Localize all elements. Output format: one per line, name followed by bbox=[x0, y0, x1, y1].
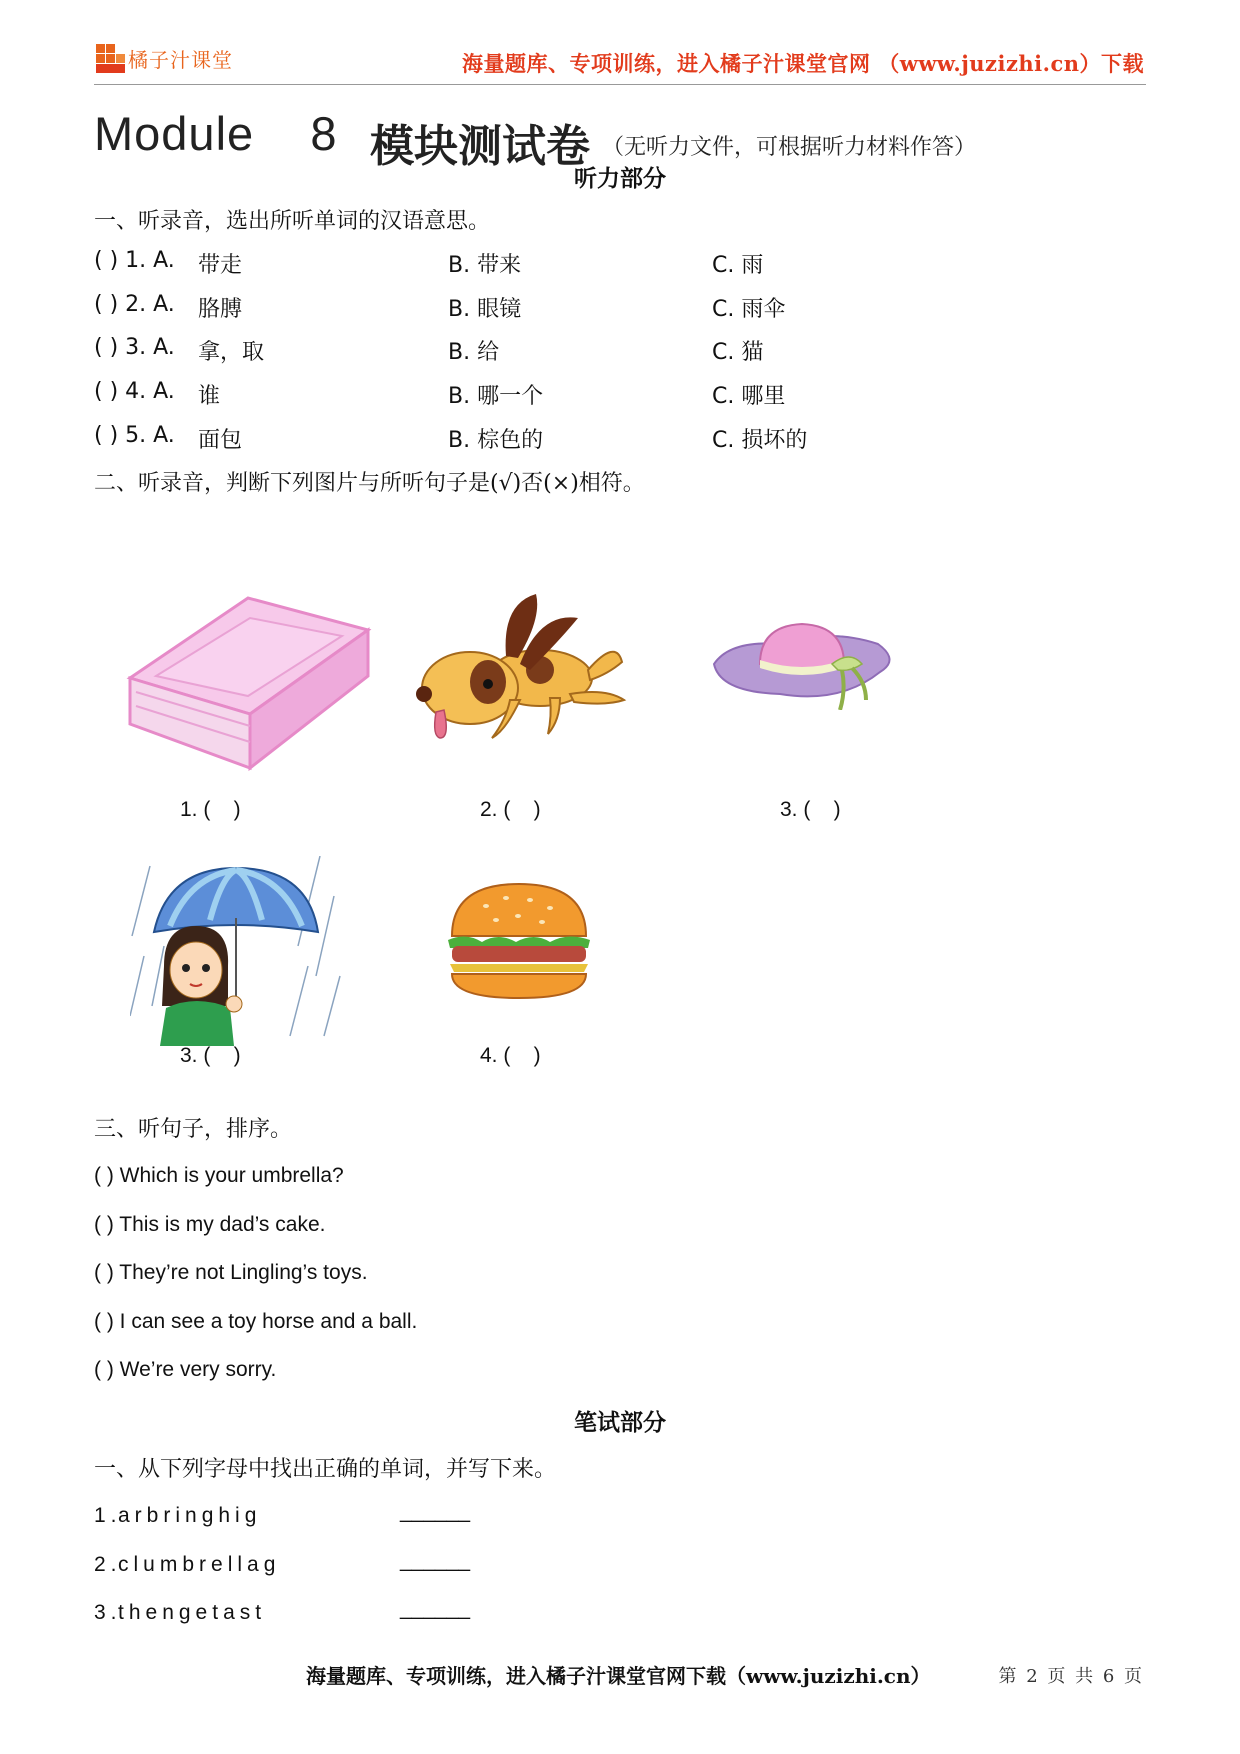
brand-name: 橘子汁课堂 bbox=[128, 48, 233, 72]
option-b: B. 给 bbox=[448, 340, 500, 365]
option-a: 面包 bbox=[198, 428, 243, 453]
test-title: 模块测试卷 bbox=[370, 121, 590, 172]
option-c: C. 雨 bbox=[712, 253, 764, 278]
girl-umbrella-rain-picture-icon bbox=[130, 856, 342, 1046]
word-puzzle-number: 1. bbox=[94, 1504, 122, 1527]
listening-part2-instruction: 二、听录音，判断下列图片与所听句子是(√)否(×)相符。 bbox=[94, 471, 645, 496]
answer-blank[interactable]: ______ bbox=[400, 1500, 471, 1523]
word-puzzle-letters: thengetast bbox=[118, 1601, 267, 1624]
sentence-item: ( ) Which is your umbrella? bbox=[94, 1164, 344, 1187]
written-heading: 笔试部分 bbox=[574, 1409, 666, 1436]
question-prefix: ( ) 1. A. bbox=[94, 248, 175, 273]
option-c: C. 雨伞 bbox=[712, 297, 786, 322]
option-c: C. 哪里 bbox=[712, 384, 786, 409]
picture-3-label: 3. ( ) bbox=[780, 798, 841, 821]
option-b: B. 带来 bbox=[448, 253, 522, 278]
word-puzzle-letters: clumbrellag bbox=[118, 1553, 281, 1576]
picture-1-label: 1. ( ) bbox=[180, 798, 241, 821]
hat-picture-icon bbox=[710, 620, 896, 710]
option-b: B. 棕色的 bbox=[448, 428, 544, 453]
question-prefix: ( ) 3. A. bbox=[94, 335, 175, 360]
listening-part1-instruction: 一、听录音，选出所听单词的汉语意思。 bbox=[94, 209, 491, 234]
answer-blank[interactable]: ______ bbox=[400, 1549, 471, 1572]
written-part1-instruction: 一、从下列字母中找出正确的单词，并写下来。 bbox=[94, 1457, 557, 1482]
picture-4-label: 3. ( ) bbox=[180, 1044, 241, 1067]
dog-picture-icon bbox=[410, 588, 630, 748]
option-a: 带走 bbox=[198, 253, 243, 278]
option-a: 拿，取 bbox=[198, 340, 265, 365]
word-puzzle-number: 2. bbox=[94, 1553, 122, 1576]
sentence-item: ( ) We’re very sorry. bbox=[94, 1358, 277, 1381]
title-note: （无听力文件，可根据听力材料作答） bbox=[602, 135, 977, 160]
listening-part3-instruction: 三、听句子，排序。 bbox=[94, 1117, 293, 1142]
header-promo-link[interactable]: 海量题库、专项训练，进入橘子汁课堂官网 （www.juzizhi.cn）下载 bbox=[461, 51, 1144, 76]
hamburger-picture-icon bbox=[446, 880, 592, 1002]
page-number: 第 2 页 共 6 页 bbox=[998, 1666, 1144, 1687]
option-a: 胳膊 bbox=[198, 297, 243, 322]
footer-promo-link[interactable]: 海量题库、专项训练，进入橘子汁课堂官网下载（www.juzizhi.cn） bbox=[306, 1664, 931, 1688]
question-prefix: ( ) 2. A. bbox=[94, 292, 175, 317]
sentence-item: ( ) I can see a toy horse and a ball. bbox=[94, 1310, 418, 1333]
word-puzzle-letters: arbringhig bbox=[118, 1504, 262, 1527]
brand-logo-icon bbox=[96, 44, 126, 74]
option-b: B. 眼镜 bbox=[448, 297, 522, 322]
option-b: B. 哪一个 bbox=[448, 384, 544, 409]
option-a: 谁 bbox=[198, 384, 221, 409]
listening-heading: 听力部分 bbox=[574, 165, 666, 192]
picture-5-label: 4. ( ) bbox=[480, 1044, 541, 1067]
book-picture-icon bbox=[126, 592, 372, 772]
question-prefix: ( ) 5. A. bbox=[94, 423, 175, 448]
answer-blank[interactable]: ______ bbox=[400, 1597, 471, 1620]
option-c: C. 猫 bbox=[712, 340, 764, 365]
sentence-item: ( ) They’re not Lingling’s toys. bbox=[94, 1261, 368, 1284]
module-title: Module 8 bbox=[94, 107, 338, 160]
picture-2-label: 2. ( ) bbox=[480, 798, 541, 821]
sentence-item: ( ) This is my dad’s cake. bbox=[94, 1213, 326, 1236]
word-puzzle-number: 3. bbox=[94, 1601, 122, 1624]
question-prefix: ( ) 4. A. bbox=[94, 379, 175, 404]
option-c: C. 损坏的 bbox=[712, 428, 808, 453]
header-divider bbox=[94, 84, 1146, 85]
